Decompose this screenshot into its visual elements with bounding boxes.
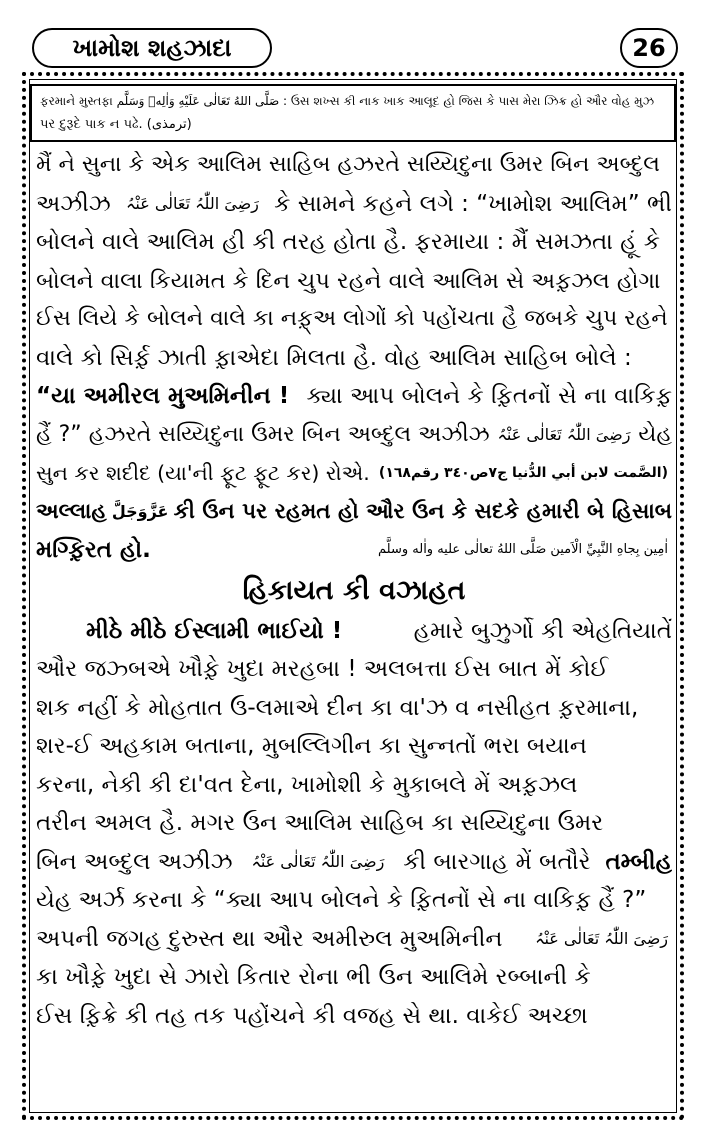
text-line — [36, 300, 672, 339]
bold-phrase: તમ્બીહ — [605, 848, 672, 875]
arabic-honorific: رَضِیَ اللّٰہُ تَعَالٰی عَنْہُ — [125, 193, 259, 213]
body-text — [36, 146, 672, 1035]
text-line — [36, 920, 672, 959]
text-line-content: શક નહીં કે મોહતાત ઉ-લમાએ દીન કા વા'ઝ વ નસીહત ફ઼રમાના, — [36, 694, 639, 721]
text-line — [36, 262, 672, 301]
bold-phrase: મગ્ફ઼િરત હો. — [36, 537, 151, 563]
text-line — [36, 377, 672, 416]
text-segment: યેહ — [638, 421, 672, 447]
text-line — [36, 493, 672, 532]
text-line — [36, 650, 672, 689]
text-line-content: શર-ઈ અહકામ બતાના, મુબલ્લિગીન કા સુન્નતોં ભરા બયાન — [36, 733, 587, 759]
text-line — [36, 689, 672, 728]
text-line-content: બોલને વાલા કિયામત કે દિન ચુપ રહને વાલે આલિમ સે અફ઼ઝલ હોગા — [36, 267, 661, 294]
hadith-box — [30, 84, 676, 142]
text-line — [36, 531, 672, 570]
arabic-honorific: عَزَّوَجَلَّ — [111, 501, 169, 521]
text-line — [36, 416, 672, 455]
text-line-content: વાલે કો સિર્ફ઼ ઝાતી ફ઼ાએદા મિલતા હૈ. વોહ આલિમ સાહિબ બોલે : — [36, 344, 632, 371]
text-line — [36, 612, 672, 651]
arabic-honorific: رَضِیَ اللّٰہُ تَعَالٰی عَنْہُ — [497, 424, 631, 444]
text-segment: સુન કર શદીદ (યા'ની ફૂટ ફૂટ કર) રોએ. — [36, 461, 370, 485]
text-segment: અલ્લાહ — [36, 498, 107, 524]
text-line — [36, 146, 672, 185]
arabic-reference: (الصَّمت لابن أبي الدُّنيا ج٧ص٣٤٠ رقم١٦٨) — [378, 465, 668, 481]
arabic-dua: اٰمِين بِجاهِ النَّبِيِّ الْاَمين صَلَّى اللهُ تعالٰى عليه واٰله وسلَّم — [378, 542, 668, 557]
text-line — [36, 881, 672, 920]
text-line-content: યેહ અર્ઝ કરના કે “ક્યા આપ બોલને કે ફ઼િતનોં સે ના વાકિફ઼ હૈં ?” — [36, 887, 647, 913]
text-segment: હૈં ?” હઝરતે સય્યિદુના ઉમર બિન અબ્દુલ અઝીઝ — [36, 421, 490, 447]
text-line-content: કરના, નેકી કી દા'વત દેના, ખામોશી કે મુકાબલે મેં અફ઼ઝલ — [36, 771, 578, 798]
text-line — [36, 727, 672, 766]
text-line — [36, 804, 672, 843]
text-line — [36, 997, 672, 1036]
book-title: ખામોશ શહઝાદા — [32, 28, 272, 68]
text-segment: કી બારગાહ મેં બતૌરે — [403, 848, 591, 875]
text-line — [36, 843, 672, 882]
arabic-honorific: رَضِیَ اللّٰہُ تَعَالٰی عَنْہُ — [251, 851, 385, 871]
text-line-content: ઈસ લિયે કે બોલને વાલે કા નફ઼્અ લોગોં કો પહોંચતા હૈ જબકે ચુપ રહને — [36, 306, 668, 331]
hadith-line: ફરમાને મુસ્તફા صَلَّى اللهُ تَعَالٰی عَلَيْهِ وَاٰلِهٖ وَسَلَّم : ઉસ શખ્સ કી નાક ખાક આલૂદ હો જિસ કે પાસ મેરા ઝિક્ર હો ઔર વોહ મુઝ — [40, 94, 655, 108]
text-segment: કી ઉન પર રહમત હો ઔર ઉન કે સદકે હમારી બે હિસાબ — [173, 498, 672, 524]
text-line — [36, 185, 672, 224]
text-line — [36, 223, 672, 262]
page-header — [22, 28, 686, 68]
text-segment: ક્યા આપ બોલને કે ફ઼િતનોં સે ના વાકિફ઼ — [306, 383, 672, 409]
text-line-content: બોલને વાલે આલિમ હી કી તરહ હોતા હૈ. ફરમાયા : મૈં સમઝતા હૂં કે — [36, 229, 661, 255]
text-line-content: મૈં ને સુના કે એક આલિમ સાહિબ હઝરતે સય્યિદુના ઉમર બિન અબ્દુલ — [36, 152, 660, 177]
bold-phrase: મીઠે મીઠે ઈસ્લામી ભાઈયો ! — [86, 617, 343, 644]
text-segment: કે સામને કહને લગે : “ખામોશ આલિમ” ભી — [274, 190, 672, 217]
text-segment: બિન અબ્દુલ અઝીઝ — [36, 848, 233, 875]
text-line — [36, 958, 672, 997]
text-line-content: ઔર જઝ્બએ ખૌફ઼ે ખુદા મરહબા ! અલબત્તા ઈસ બાત મેં કોઈ — [36, 656, 609, 682]
text-line-content: કા ખૌફ઼ે ખુદા સે ઝારો કિતાર રોના ભી ઉન આલિમે રબ્બાની કે — [36, 964, 591, 990]
text-line — [36, 339, 672, 378]
text-line — [36, 454, 672, 493]
hadith-line: પર દુરૂદે પાક ન પઢે. (ترمذی) — [40, 117, 192, 132]
bold-phrase: “યા અમીરલ મુઅમિનીન ! — [36, 383, 290, 409]
text-line — [36, 766, 672, 805]
page-number: 26 — [620, 28, 678, 68]
text-segment: અપની જગહ દુરુસ્ત થા ઔર અમીરુલ મુઅમિનીન — [36, 925, 503, 952]
section-heading: હિકાયત કી વઝાહત — [242, 574, 466, 606]
text-segment: હમારે બુઝુર્ગો કી એહતિયાતેં — [413, 617, 672, 644]
text-line-content: ઈસ ફ઼િક્રે કી તહ તક પહોંચને કી વજહ સે થા. વાકેઈ અચ્છા — [36, 1002, 588, 1029]
arabic-honorific: رَضِیَ اللّٰہُ تَعَالٰی عَنْہُ — [535, 928, 668, 948]
text-line-content: તરીન અમલ હૈ. મગર ઉન આલિમ સાહિબ કા સય્યિદુના ઉમર — [36, 810, 604, 836]
text-segment: અઝીઝ — [36, 190, 111, 217]
